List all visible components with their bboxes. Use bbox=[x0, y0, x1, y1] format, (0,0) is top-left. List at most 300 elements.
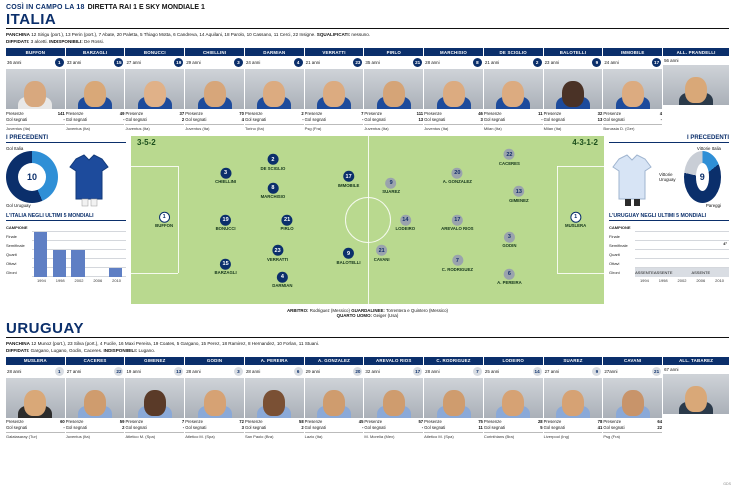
pitch-player-number: 17 bbox=[452, 215, 463, 226]
italy-indisponibili-label: INDISPONIBILI: bbox=[49, 39, 83, 44]
player-name: GODIN bbox=[185, 357, 244, 365]
pitch-player[interactable] bbox=[441, 215, 473, 232]
pitch-graphic bbox=[130, 135, 605, 305]
player-club: Corinthians (Bra) bbox=[484, 432, 543, 439]
player-number: 3 bbox=[234, 58, 243, 67]
player-stats bbox=[364, 109, 423, 123]
presenze-label: Presenze bbox=[185, 110, 203, 116]
player-card[interactable] bbox=[66, 48, 125, 131]
presenze-value: 4 bbox=[659, 110, 663, 116]
pitch-player-name: BUFFON bbox=[155, 222, 174, 228]
pitch-player[interactable] bbox=[565, 211, 586, 228]
presenze-label: Presenze bbox=[364, 110, 383, 116]
player-card[interactable] bbox=[305, 357, 364, 440]
player-name: CAVANI bbox=[603, 357, 662, 365]
player-stats bbox=[484, 418, 543, 432]
credit-text: GDS bbox=[723, 482, 731, 486]
chart-bar bbox=[34, 232, 47, 277]
chart-row-label: CAMPIONE bbox=[609, 224, 631, 230]
uruguay-shirt-illustration bbox=[609, 151, 655, 203]
player-stats bbox=[66, 109, 125, 123]
chart-row-label: Quarti bbox=[609, 251, 620, 257]
pitch-player-name: IMMOBILE bbox=[337, 182, 360, 188]
pitch-panel bbox=[130, 135, 605, 318]
presenze-label: Presenze bbox=[244, 419, 263, 424]
chart-year-label: 1994 bbox=[36, 277, 46, 283]
pitch-player[interactable] bbox=[260, 154, 285, 171]
player-card[interactable] bbox=[185, 48, 244, 131]
pitch-player[interactable] bbox=[374, 245, 390, 262]
gol-label: Gol segnati bbox=[304, 425, 326, 430]
uruguay-side-panel bbox=[609, 135, 729, 318]
player-meta bbox=[603, 56, 662, 69]
chart-gridline bbox=[635, 241, 729, 250]
player-club: Juventus (Ita) bbox=[125, 124, 184, 131]
gol-value: 13 bbox=[597, 116, 603, 122]
presenze-value: 59 bbox=[119, 419, 125, 424]
chart-row-label: Semifinale bbox=[609, 242, 628, 248]
player-stats bbox=[245, 109, 304, 123]
player-number: 2 bbox=[533, 58, 542, 67]
player-meta bbox=[544, 56, 603, 69]
player-stats bbox=[484, 109, 543, 123]
pitch-player[interactable] bbox=[272, 272, 292, 289]
chart-row-label: CAMPIONE bbox=[6, 224, 28, 230]
chart-year-label: 2010 bbox=[715, 277, 725, 283]
player-club: San Paolo (Bra) bbox=[245, 432, 304, 439]
chart-year-label: 2006 bbox=[93, 277, 103, 283]
player-name: DARMIAN bbox=[245, 48, 304, 56]
pitch-player[interactable] bbox=[281, 215, 294, 232]
pitch-player[interactable] bbox=[155, 211, 173, 228]
player-number: 19 bbox=[176, 60, 182, 65]
gol-value: 22 bbox=[657, 425, 663, 430]
player-age: 28 anni bbox=[425, 60, 440, 65]
pitch-player[interactable] bbox=[214, 258, 236, 275]
arbitro-name: Rodriguez (Messico) bbox=[309, 307, 350, 313]
pitch-player[interactable] bbox=[215, 168, 236, 185]
gol-label: Gol segnati bbox=[424, 425, 446, 430]
presenze-value: 2 bbox=[301, 110, 304, 116]
presenze-label: Presenze bbox=[125, 110, 144, 116]
player-photo bbox=[125, 378, 184, 418]
player-card[interactable] bbox=[364, 357, 423, 440]
player-card[interactable] bbox=[182, 357, 244, 440]
italy-chart-years bbox=[6, 278, 126, 283]
player-name: AREVALO RIOS bbox=[364, 357, 423, 365]
gol-value: 4 bbox=[241, 116, 244, 122]
player-club: Lazio (Ita) bbox=[305, 432, 364, 439]
pitch-player-name: CACERES bbox=[498, 160, 520, 166]
pitch-player[interactable] bbox=[216, 215, 236, 232]
presenze-value: 64 bbox=[657, 419, 663, 424]
presenze-value: 78 bbox=[597, 419, 603, 424]
pitch-player-number: 23 bbox=[272, 245, 283, 256]
chart-year-label: 2010 bbox=[112, 277, 122, 283]
pitch-player-name: CHIELLINI bbox=[215, 179, 237, 185]
uruguay-chart-plot bbox=[635, 223, 729, 277]
player-photo bbox=[484, 69, 543, 109]
player-name: CHIELLINI bbox=[185, 48, 244, 56]
italy-diffidati-text: 3 alcetti. bbox=[30, 39, 48, 44]
player-photo bbox=[245, 378, 304, 418]
gol-value: 41 bbox=[597, 425, 603, 430]
pitch-player-number: 17 bbox=[343, 171, 354, 182]
player-age: 32 anni bbox=[365, 368, 380, 374]
pitch-player-name: GODIN bbox=[502, 242, 517, 248]
player-photo bbox=[245, 69, 304, 109]
italy-chart-plot bbox=[32, 223, 126, 277]
pitch-player[interactable] bbox=[502, 231, 516, 248]
player-age: 23 anni bbox=[544, 60, 560, 65]
gol-label: Gol segnati bbox=[244, 425, 267, 430]
player-age: 28 anni bbox=[425, 368, 440, 374]
uruguay-formation: 4-3-1-2 bbox=[572, 137, 598, 147]
chart-year-label: 2002 bbox=[74, 277, 84, 283]
draws-label: Pareggi bbox=[705, 202, 721, 208]
player-photo bbox=[66, 378, 125, 418]
chart-row-label: Quarti bbox=[6, 251, 17, 257]
presenze-value: 72 bbox=[239, 419, 244, 424]
chart-year-label: 1994 bbox=[639, 277, 649, 283]
player-name: PIRLO bbox=[364, 48, 423, 56]
player-card[interactable] bbox=[66, 357, 125, 440]
italy-squalificati-text: nessuno. bbox=[351, 32, 371, 37]
player-number: 15 bbox=[116, 60, 122, 65]
top-header bbox=[0, 0, 735, 12]
uruguay-precedenti-chart bbox=[609, 146, 729, 208]
gol-value: 13 bbox=[418, 116, 424, 122]
player-card[interactable] bbox=[544, 48, 603, 131]
pitch-player-name: MUSLERA bbox=[564, 222, 587, 228]
italy-panchina-text: 12 Sirigu (port.), 13 Perin (port.), 7 Abate, 20 Paletta, 5 Thiago Motta, 6 Candreva, 14 Aquilani, 18 Parolo, 10 Cassano, 11 Cerci, 22 Insigne. bbox=[31, 32, 316, 37]
presenze-value: 37 bbox=[179, 110, 185, 116]
player-club: Juventus (Ita) bbox=[185, 124, 244, 131]
player-age: 36 anni bbox=[7, 60, 22, 65]
presenze-label: Presenze bbox=[125, 419, 144, 424]
player-number: 1 bbox=[55, 58, 64, 67]
player-age: 24 anni bbox=[245, 60, 261, 65]
chart-row-label: Ottavi bbox=[6, 260, 17, 266]
player-age: 29 anni bbox=[305, 368, 321, 374]
player-name: IMMOBILE bbox=[603, 48, 662, 56]
uruguay-chart-title: L'URUGUAY NEGLI ULTIMI 5 MONDIALI bbox=[609, 213, 729, 221]
pitch-player[interactable] bbox=[443, 168, 472, 185]
presenze-label: Presenze bbox=[244, 110, 263, 116]
player-club: Milan (Ita) bbox=[544, 124, 603, 131]
presenze-label: Presenze bbox=[185, 419, 203, 424]
player-age: 27 anni bbox=[126, 60, 141, 65]
player-name: GIMENEZ bbox=[125, 357, 184, 365]
pitch-player[interactable] bbox=[499, 149, 520, 166]
player-number: 17 bbox=[654, 60, 660, 65]
pitch-player-name: MARCHISIO bbox=[260, 194, 286, 200]
player-meta bbox=[66, 56, 125, 69]
chart-absent-label: ASSENTE bbox=[635, 269, 654, 275]
player-card[interactable] bbox=[603, 357, 662, 440]
uruguay-donut-hole bbox=[696, 163, 709, 191]
player-name: A. PEREIRA bbox=[245, 357, 304, 365]
player-card[interactable] bbox=[484, 357, 543, 440]
player-photo bbox=[305, 378, 364, 418]
pitch-player[interactable] bbox=[382, 178, 400, 195]
player-age: 27 anni bbox=[544, 368, 560, 374]
officials-line bbox=[130, 305, 605, 318]
uruguay-results-donut bbox=[684, 151, 721, 203]
gol-value: - bbox=[660, 116, 663, 122]
italy-donut-hole bbox=[18, 163, 46, 191]
italy-formation: 3-5-2 bbox=[137, 137, 156, 147]
pitch-player-name: VERRATTI bbox=[267, 256, 289, 262]
player-age: 21 anni bbox=[305, 60, 321, 65]
chart-gridline bbox=[635, 250, 729, 259]
player-number: 13 bbox=[176, 368, 182, 374]
uruguay-donut-value: 9 bbox=[699, 171, 705, 182]
chart-absent-label bbox=[673, 268, 692, 277]
player-card[interactable] bbox=[603, 48, 662, 131]
gol-value: 3 bbox=[241, 425, 244, 430]
player-meta bbox=[544, 365, 603, 378]
pitch-player[interactable] bbox=[396, 215, 416, 232]
gol-label: Gol segnati bbox=[603, 116, 625, 122]
pitch-player-number: 1 bbox=[159, 211, 170, 222]
player-age: 24 anni bbox=[604, 60, 619, 65]
player-number: 22 bbox=[116, 368, 122, 374]
gol-value: 2 bbox=[122, 425, 125, 430]
player-age: 27anni bbox=[604, 368, 618, 374]
coach-meta bbox=[663, 56, 729, 65]
player-age: 19 anni bbox=[126, 368, 141, 374]
guardalinee-label: GUARDALINEE: bbox=[351, 307, 385, 313]
pitch-line bbox=[178, 166, 179, 274]
player-card[interactable] bbox=[245, 357, 304, 440]
pitch-player-number: 7 bbox=[452, 255, 463, 266]
player-meta bbox=[185, 365, 244, 378]
player-club: Galatasaray (Tur) bbox=[6, 432, 65, 439]
chart-marker: 4° bbox=[723, 240, 728, 246]
chart-gridline bbox=[32, 223, 126, 232]
player-card[interactable] bbox=[424, 48, 483, 131]
chart-absent-label: ASSENTE bbox=[653, 269, 673, 275]
presenze-label: Presenze bbox=[543, 419, 562, 424]
gol-value: 2 bbox=[181, 116, 185, 122]
chart-year-label: 1998 bbox=[658, 277, 668, 283]
gol-value: 5 bbox=[540, 425, 543, 430]
player-name: A. GONZALEZ bbox=[305, 357, 364, 365]
player-age: 28 anni bbox=[245, 368, 261, 374]
presenze-label: Presenze bbox=[603, 110, 622, 116]
pitch-player-name: C. RODRIGUEZ bbox=[441, 266, 473, 272]
presenze-value: 32 bbox=[597, 110, 603, 116]
gol-label: Gol segnati bbox=[424, 116, 446, 122]
pitch-player-name: BARZAGLI bbox=[214, 269, 237, 275]
player-meta bbox=[484, 365, 543, 378]
player-meta bbox=[305, 56, 364, 69]
pitch-player[interactable] bbox=[338, 171, 359, 188]
gol-value: - bbox=[63, 425, 65, 430]
gol-value: - bbox=[123, 116, 125, 122]
player-meta bbox=[125, 56, 184, 69]
coach-card[interactable] bbox=[663, 357, 729, 440]
player-name: MARCHISIO bbox=[424, 48, 483, 56]
quarto-uomo-label: QUARTO UOMO: bbox=[336, 312, 372, 318]
pitch-player-number: 20 bbox=[452, 168, 463, 179]
italy-goals-label: Gol Italia bbox=[6, 145, 24, 151]
uruguay-panchina-label: PANCHINA bbox=[6, 340, 30, 346]
pitch-player[interactable] bbox=[497, 268, 522, 285]
gol-value: 11 bbox=[478, 425, 483, 430]
pitch-player-number: 2 bbox=[267, 154, 278, 165]
player-stats bbox=[305, 418, 364, 432]
player-meta bbox=[245, 365, 304, 378]
player-card[interactable] bbox=[305, 48, 364, 131]
player-stats bbox=[544, 418, 603, 432]
player-number: 6 bbox=[294, 367, 303, 376]
center-circle bbox=[345, 197, 391, 243]
gol-label: Gol segnati bbox=[543, 425, 565, 430]
player-meta bbox=[6, 365, 65, 378]
player-number: 21 bbox=[415, 60, 421, 65]
presenze-label: Presenze bbox=[6, 110, 24, 116]
chart-absent-label bbox=[710, 268, 729, 277]
player-name: VERRATTI bbox=[305, 48, 364, 56]
presenze-label: Presenze bbox=[304, 110, 323, 116]
player-age: 33 anni bbox=[66, 60, 82, 65]
pitch-player-name: SUAREZ bbox=[382, 189, 400, 195]
player-name: BALOTELLI bbox=[544, 48, 603, 56]
player-stats bbox=[245, 418, 304, 432]
player-card[interactable] bbox=[364, 48, 423, 131]
pitch-player-number: 21 bbox=[376, 245, 387, 256]
player-stats bbox=[305, 109, 364, 123]
coach-label: ALL. PRANDELLI bbox=[663, 48, 729, 56]
presenze-label: Presenze bbox=[304, 419, 323, 424]
player-number: 9 bbox=[592, 367, 601, 376]
middle-band bbox=[0, 131, 735, 318]
player-meta bbox=[364, 365, 423, 378]
player-stats bbox=[6, 418, 65, 432]
presenze-value: 7 bbox=[181, 419, 185, 424]
player-card[interactable] bbox=[125, 357, 184, 440]
player-number: 8 bbox=[473, 58, 482, 67]
player-meta bbox=[66, 365, 125, 378]
player-number: 3 bbox=[234, 367, 243, 376]
player-meta bbox=[6, 56, 65, 69]
uruguay-precedenti-title: I PRECEDENTI bbox=[609, 135, 729, 143]
pitch-player-number: 3 bbox=[220, 168, 231, 179]
player-stats bbox=[66, 418, 125, 432]
player-photo bbox=[544, 378, 603, 418]
gol-value: - bbox=[541, 116, 543, 122]
player-card[interactable] bbox=[544, 357, 603, 440]
italy-squalificati-label: SQUALIFICATI: bbox=[316, 32, 351, 37]
player-photo bbox=[603, 378, 662, 418]
uruguay-panchina-text: 12 Munoz (port.), 23 Silva (port.), 4 Fucile, 16 Maxi Pereira, 19 Coates, 5 Gargano, 15 Perez, 18 Ramirez, 8 Hernandez, 10 Forlan, 11 Stuani. bbox=[31, 340, 320, 346]
presenze-label: Presenze bbox=[543, 110, 562, 116]
presenze-value: 49 bbox=[119, 110, 125, 116]
player-meta bbox=[484, 56, 543, 69]
pitch-player[interactable] bbox=[267, 245, 288, 262]
coach-age: 67 anni bbox=[664, 366, 679, 372]
pitch-player-name: GIMENEZ bbox=[509, 197, 529, 203]
pitch-player-number: 22 bbox=[504, 149, 515, 160]
pitch-player[interactable] bbox=[442, 255, 473, 272]
coach-card[interactable] bbox=[660, 48, 729, 131]
player-club: Borussia D. (Ger) bbox=[603, 124, 662, 131]
player-age: 28 anni bbox=[7, 368, 22, 374]
player-card[interactable] bbox=[6, 357, 65, 440]
player-name: MUSLERA bbox=[6, 357, 65, 365]
gol-value: 2 bbox=[301, 425, 304, 430]
player-age: 21 anni bbox=[484, 60, 500, 65]
uruguay-indisponibili-text: Lugano. bbox=[138, 347, 156, 353]
gol-label: Gol segnati bbox=[185, 425, 207, 430]
presenze-value: 57 bbox=[418, 419, 424, 424]
coach-label: ALL. TABAREZ bbox=[663, 357, 729, 365]
pitch-player[interactable] bbox=[337, 248, 361, 265]
player-club: Liverpool (Ing) bbox=[544, 432, 603, 439]
italy-chart-row-labels bbox=[6, 223, 32, 277]
player-name: BONUCCI bbox=[125, 48, 184, 56]
chart-row-label: Finale bbox=[609, 233, 620, 239]
chart-gridline bbox=[635, 232, 729, 241]
gol-value: - bbox=[302, 116, 304, 122]
player-age: 29 anni bbox=[186, 60, 201, 65]
italy-chart bbox=[6, 223, 126, 283]
pitch-player[interactable] bbox=[509, 186, 529, 203]
pitch-player-name: BALOTELLI bbox=[336, 259, 361, 265]
chart-absent-label: ASSENTE bbox=[691, 269, 711, 275]
player-number: 1 bbox=[55, 367, 64, 376]
player-card[interactable] bbox=[484, 48, 543, 131]
pitch-line bbox=[557, 166, 604, 167]
presenze-value: 7 bbox=[361, 110, 364, 116]
uruguay-bench-info bbox=[0, 338, 735, 354]
presenze-label: Presenze bbox=[364, 419, 383, 424]
player-club: Psg (Fra) bbox=[305, 124, 364, 131]
player-card[interactable] bbox=[245, 48, 304, 131]
player-card[interactable] bbox=[125, 48, 184, 131]
player-age: 28 anni bbox=[186, 368, 201, 374]
italy-diffidati-label: DIFFIDATI: bbox=[6, 39, 30, 44]
gol-value: - bbox=[63, 116, 65, 122]
player-card[interactable] bbox=[6, 48, 65, 131]
pitch-player-name: A. PEREIRA bbox=[497, 279, 522, 285]
uruguay-wins-label: Vittorie Uruguay bbox=[659, 171, 676, 182]
player-photo bbox=[364, 69, 423, 109]
pitch-player-number: 3 bbox=[504, 231, 515, 242]
presenze-value: 75 bbox=[478, 419, 483, 424]
player-photo bbox=[185, 69, 244, 109]
guardalinee-names: Torrentera e Quintero (Messico) bbox=[386, 307, 448, 313]
gol-value: - bbox=[362, 116, 364, 122]
uruguay-goals-label: Gol Uruguay bbox=[6, 202, 31, 208]
italy-title: ITALIA bbox=[6, 11, 57, 28]
gol-value: 3 bbox=[480, 116, 483, 122]
gol-label: Gol segnati bbox=[125, 116, 147, 122]
presenze-label: Presenze bbox=[424, 419, 442, 424]
gol-value: - bbox=[182, 425, 185, 430]
player-name: BUFFON bbox=[6, 48, 65, 56]
italy-panchina-label: PANCHINA bbox=[6, 32, 30, 37]
player-meta bbox=[125, 365, 184, 378]
player-club: Juventus (Ita) bbox=[364, 124, 423, 131]
pitch-player-name: AREVALO RIOS bbox=[441, 226, 474, 232]
player-photo bbox=[6, 378, 65, 418]
presenze-value: 141 bbox=[57, 110, 65, 116]
pitch-player[interactable] bbox=[261, 183, 286, 200]
player-club: Juventus (Ita) bbox=[66, 124, 125, 131]
